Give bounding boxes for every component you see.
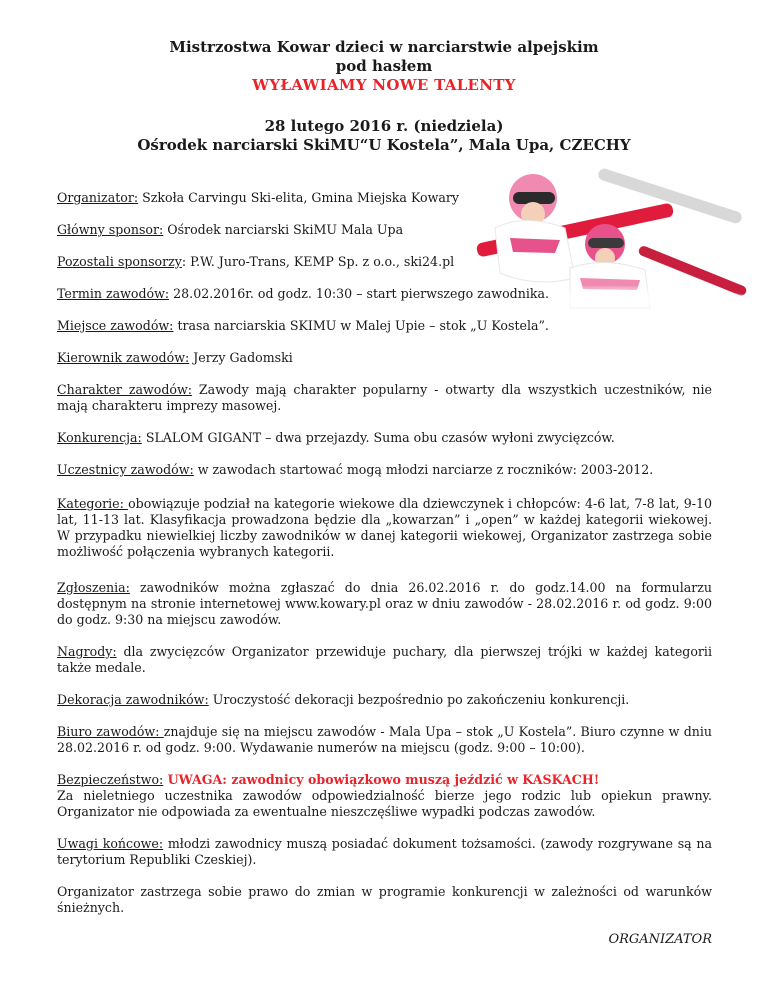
section-registration: Zgłoszenia: zawodników można zgłaszać do dnia 26.02.2016 r. do godz.14.00 na formularzu dostępnym na stronie internetowej www.kowary.pl oraz w dniu zawodów - 28.02.2016 r. od godz. 9:00 do godz. 9:30 na miejscu zawodów. <box>57 580 712 627</box>
section-office: Biuro zawodów: znajduje się na miejscu zawodów - Mala Upa – stok „U Kostela”. Biuro czynne w dniu 28.02.2016 r. od godz. 9:00. Wydawanie numerów na miejscu (godz. 9:00 – 10:00). <box>57 724 712 755</box>
section-ceremony: Dekoracja zawodników: Uroczystość dekoracji bezpośrednio po zakończeniu konkurencji. <box>57 692 630 707</box>
signature: ORGANIZATOR <box>608 932 712 947</box>
section-competition: Konkurencja: SLALOM GIGANT – dwa przejazdy. Suma obu czasów wyłoni zwycięzców. <box>57 430 615 445</box>
section-date: Termin zawodów: 28.02.2016r. od godz. 10:30 – start pierwszego zawodnika. <box>57 286 550 301</box>
section-participants: Uczestnicy zawodów: w zawodach startować mogą młodzi narciarze z roczników: 2003-2012. <box>57 462 654 477</box>
section-other-sponsors: Pozostali sponsorzy: P.W. Juro-Trans, KEMP Sp. z o.o., ski24.pl <box>57 254 455 269</box>
section-reservation: Organizator zastrzega sobie prawo do zmian w programie konkurencji w zależności od warunków śnieżnych. <box>57 884 712 915</box>
document-header <box>0 38 768 155</box>
section-main-sponsor: Główny sponsor: Ośrodek narciarski SkiMU Mala Upa <box>57 222 404 237</box>
event-title: Mistrzostwa Kowar dzieci w narciarstwie alpejskim <box>169 38 599 56</box>
helmet-warning: UWAGA: zawodnicy obowiązkowo muszą jeździć w KASKACH! <box>163 772 600 787</box>
section-categories: Kategorie: obowiązuje podział na kategorie wiekowe dla dziewczynek i chłopców: 4-6 lat, 7-8 lat, 9-10 lat, 11-13 lat. Klasyfikacja prowadzona będzie dla „kowarzan” i „open” w każdej kategorii wiekowej. W przypadku niewielkiej liczby zawodników w danej kategorii wiekowej, Organizator zastrzega sobie możliwość połączenia wybranych kategorii. <box>57 496 712 559</box>
event-date: 28 lutego 2016 r. (niedziela) <box>264 117 504 135</box>
section-final-notes: Uwagi końcowe: młodzi zawodnicy muszą posiadać dokument tożsamości. (zawody rozgrywane są na terytorium Republiki Czeskiej). <box>57 836 712 867</box>
section-prizes: Nagrody: dla zwycięzców Organizator przewiduje puchary, dla pierwszej trójki w każdej kategorii także medale. <box>57 644 712 675</box>
section-character: Charakter zawodów: Zawody mają charakter popularny - otwarty dla wszystkich uczestników, nie mają charakteru imprezy masowej. <box>57 382 713 413</box>
section-safety: Bezpieczeństwo: UWAGA: zawodnicy obowiązkowo muszą jeździć w KASKACH! Za nieletniego uczestnika zawodów odpowiedzialność bierze jego rodzic lub opiekun prawny. Organizator nie odpowiada za ewentualne nieszczęśliwe wypadki podczas zawodów. <box>57 772 712 819</box>
section-manager: Kierownik zawodów: Jerzy Gadomski <box>57 350 293 365</box>
event-subtitle: pod hasłem <box>335 57 433 75</box>
event-venue: Ośrodek narciarski SkiMU“U Kostela”, Mala Upa, CZECHY <box>137 136 631 154</box>
section-organizer: Organizator: Szkoła Carvingu Ski-elita, Gmina Miejska Kowary <box>57 190 460 205</box>
section-place: Miejsce zawodów: trasa narciarskia SKIMU w Malej Upie – stok „U Kostela”. <box>57 318 549 333</box>
event-slogan: WYŁAWIAMY NOWE TALENTY <box>252 76 516 94</box>
